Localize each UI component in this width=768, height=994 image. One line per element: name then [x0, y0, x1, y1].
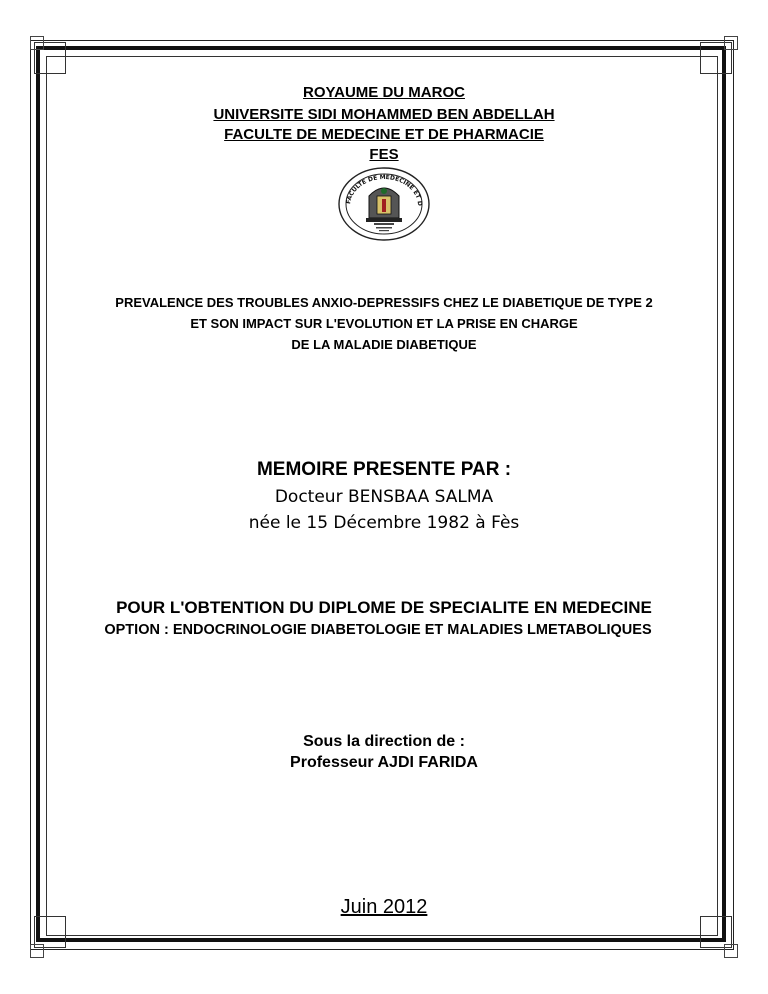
faculty-seal-icon — [336, 166, 432, 242]
thesis-title-line-2: ET SON IMPACT SUR L'EVOLUTION ET LA PRISE EN CHARGE — [190, 316, 578, 331]
author-name: Docteur BENSBAA SALMA — [274, 487, 494, 507]
supervisor-name: Professeur AJDI FARIDA — [290, 754, 478, 771]
corner-square-top-left — [30, 36, 44, 50]
faculty-name: FACULTE DE MEDECINE ET DE PHARMACIE — [224, 126, 544, 143]
university-name: UNIVERSITE SIDI MOHAMMED BEN ABDELLAH — [213, 106, 555, 123]
corner-square-top-right — [724, 36, 738, 50]
country-name: ROYAUME DU MAROC — [303, 84, 465, 101]
city-name: FES — [369, 146, 399, 163]
degree-line-1: POUR L'OBTENTION DU DIPLOME DE SPECIALITE EN MEDECINE — [116, 598, 652, 617]
thesis-title-line-1: PREVALENCE DES TROUBLES ANXIO-DEPRESSIFS CHEZ LE DIABETIQUE DE TYPE 2 — [115, 295, 653, 310]
thesis-date: Juin 2012 — [340, 896, 428, 918]
author-birth: née le 15 Décembre 1982 à Fès — [248, 513, 520, 533]
memoire-label: MEMOIRE PRESENTE PAR : — [256, 459, 512, 480]
degree-option: OPTION : ENDOCRINOLOGIE DIABETOLOGIE ET MALADIES LMETABOLIQUES — [104, 622, 652, 638]
seal-ring-text: FACULTE DE MEDECINE ET D — [345, 173, 424, 207]
corner-square-bottom-left — [30, 944, 44, 958]
thesis-title-line-3: DE LA MALADIE DIABETIQUE — [291, 337, 477, 352]
corner-square-bottom-right — [724, 944, 738, 958]
supervisor-label: Sous la direction de : — [303, 733, 465, 750]
